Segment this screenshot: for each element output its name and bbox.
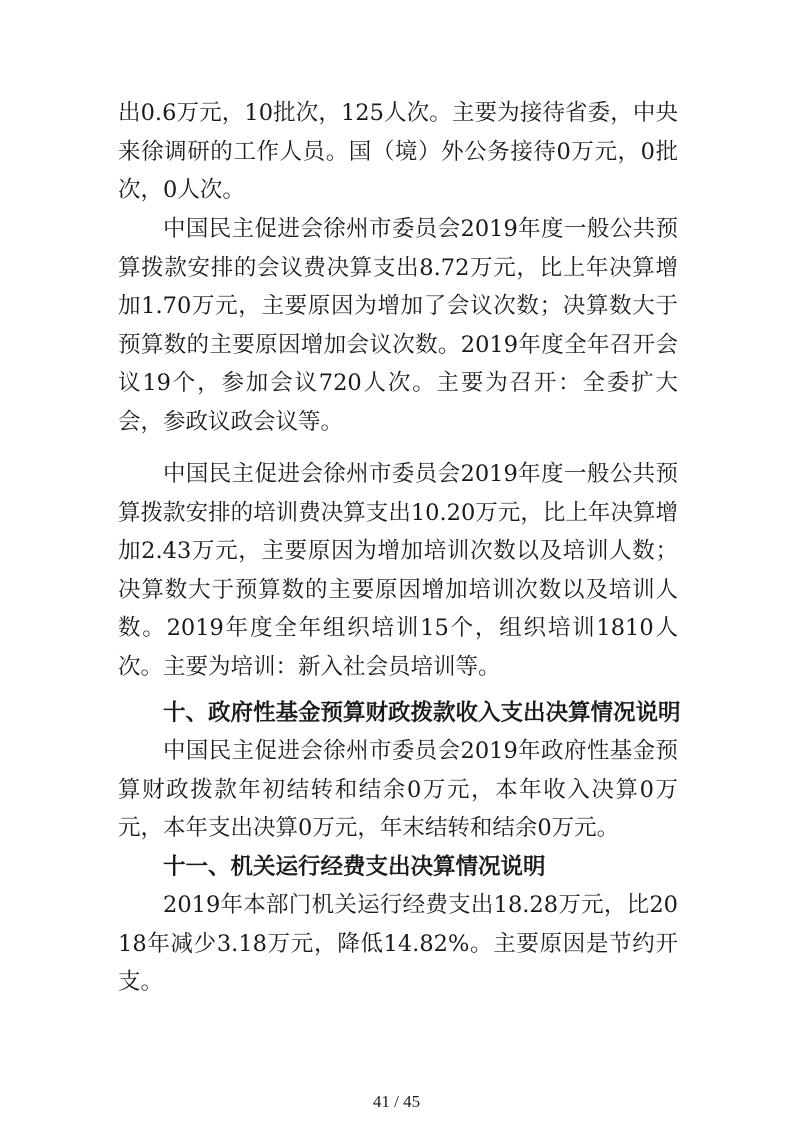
paragraph-reception-continued: 出0.6万元，10批次，125人次。主要为接待省委，中央来徐调研的工作人员。国（境）外公务接待0万元，0批次，0人次。: [118, 100, 678, 204]
section-heading-10: 十、政府性基金预算财政拨款收入支出决算情况说明: [163, 700, 681, 726]
section-heading-11: 十一、机关运行经费支出决算情况说明: [163, 854, 546, 880]
paragraph-operating-expenses: 2019年本部门机关运行经费支出18.28万元，比2018年减少3.18万元，降低14.82%。主要原因是节约开支。: [118, 892, 678, 996]
paragraph-meeting-expenses: 中国民主促进会徐州市委员会2019年度一般公共预算拨款安排的会议费决算支出8.72万元，比上年决算增加1.70万元，主要原因为增加了会议次数；决算数大于预算数的主要原因增加会议次数。2019年度全年召开会议19个，参加会议720人次。主要为召开：全委扩大会，参政议政会议等。: [118, 216, 678, 435]
page-number: 41 / 45: [372, 1092, 421, 1111]
paragraph-training-expenses: 中国民主促进会徐州市委员会2019年度一般公共预算拨款安排的培训费决算支出10.20万元，比上年决算增加2.43万元，主要原因为增加培训次数以及培训人数；决算数大于预算数的主要原因增加培训次数以及培训人数。2019年度全年组织培训15个，组织培训1810人次。主要为培训：新入社会员培训等。: [118, 461, 678, 680]
paragraph-government-fund: 中国民主促进会徐州市委员会2019年政府性基金预算财政拨款年初结转和结余0万元，本年收入决算0万元，本年支出决算0万元，年末结转和结余0万元。: [118, 738, 678, 842]
